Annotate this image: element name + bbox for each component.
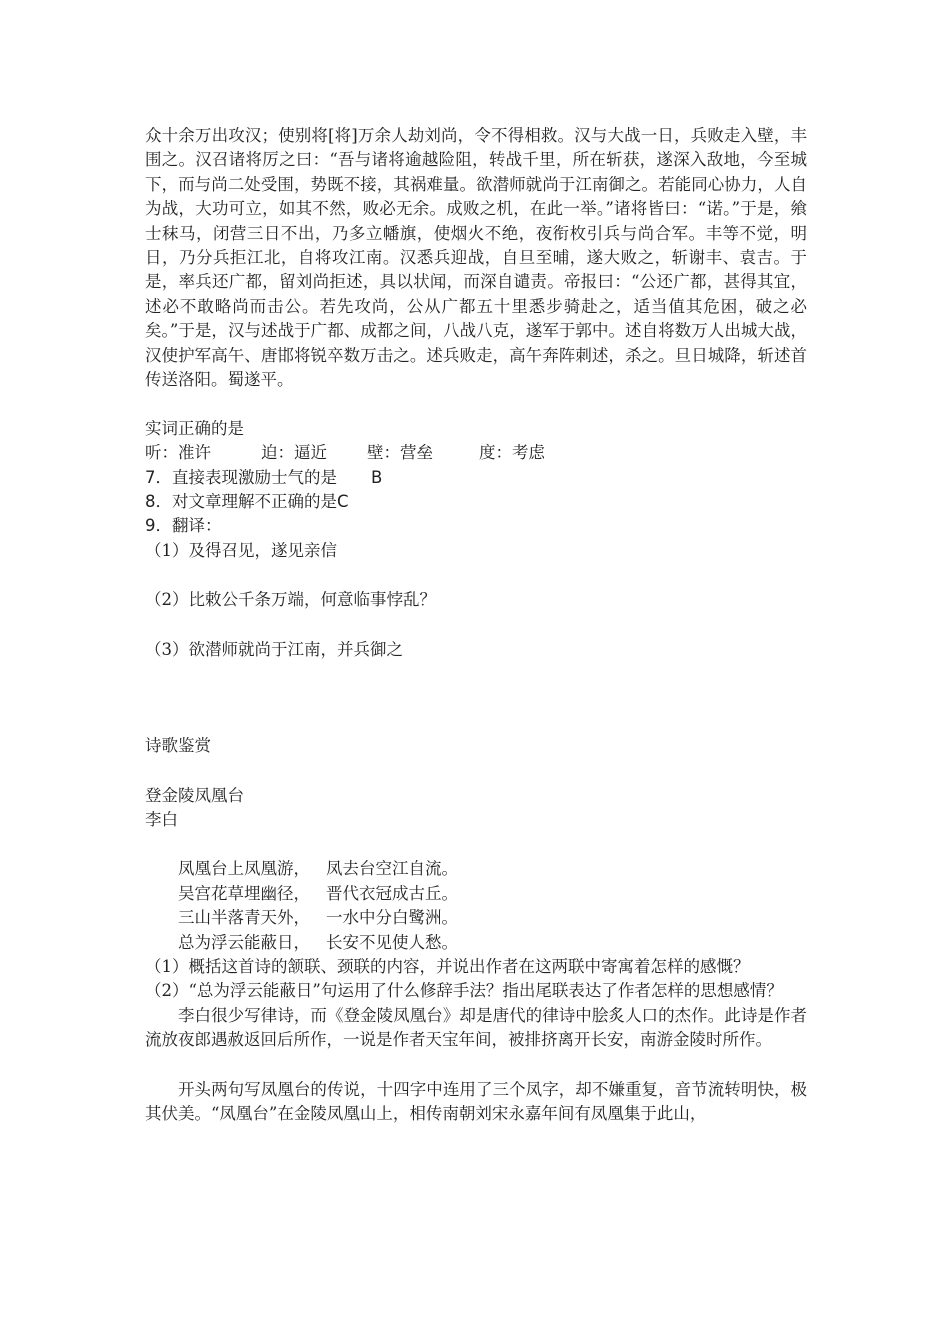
- poem-line: [145, 931, 807, 955]
- question-8-answer: C: [337, 492, 349, 512]
- classical-passage: 众十余万出攻汉；使别将[将]万余人劫刘尚，令不得相救。汉与大战一日，兵败走入壁，丰围之。汉召诸将厉之曰：“吾与诸将逾越险阻，转战千里，所在斩获，遂深入敌地，今至城下，而与尚二处受围，势既不接，其祸难量。欲潜师就尚于江南御之。若能同心协力，人自为战，大功可立，如其不然，败必无余。成败之机，在此一举。”诸将皆曰：“诺。”于是，飨士秣马，闭营三日不出，乃多立幡旗，使烟火不绝，夜衔枚引兵与尚合军。丰等不觉，明日，乃分兵拒江北，自将攻江南。汉悉兵迎战，自旦至晡，遂大败之，斩谢丰、袁吉。于是，率兵还广都，留刘尚拒述，具以状闻，而深自谴责。帝报曰：“公还广都，甚得其宜，述必不敢略尚而击公。若先攻尚，公从广都五十里悉步骑赴之，适当值其危困，破之必矣。”于是，汉与述战于广都、成都之间，八战八克，遂军于郭中。述自将数万人出城大战，汉使护军高午、唐邯将锐卒数万击之。述兵败走，高午奔阵刺述，杀之。旦日城降，斩述首传送洛阳。蜀遂平。: [145, 126, 807, 390]
- question-9-number: 9．: [145, 516, 172, 536]
- poem-line-second-half: 一水中分白鹭洲。: [326, 908, 458, 928]
- question-9: [145, 514, 807, 538]
- poem-line-second-half: 晋代衣冠成古丘。: [326, 883, 458, 903]
- definition-bi: 壁：营垒: [367, 443, 433, 463]
- poem-line: [145, 857, 807, 881]
- question-7-answer: B: [371, 467, 383, 487]
- analysis-paragraph-2: 开头两句写凤凰台的传说，十四字中连用了三个凤字，却不嫌重复，音节流转明快，极其伏美。“凤凰台”在金陵凤凰山上，相传南朝刘宋永嘉年间有凤凰集于此山，: [145, 1079, 807, 1123]
- analysis-paragraph-1: 李白很少写律诗，而《登金陵凤凰台》却是唐代的律诗中脍炙人口的杰作。此诗是作者流放夜郎遇赦返回后所作，一说是作者天宝年间，被排挤离开长安，南游金陵时所作。: [145, 1005, 807, 1050]
- poetry-question-2: （2）“总为浮云能蔽日”句运用了什么修辞手法？指出尾联表达了作者怎样的思想感情？: [145, 981, 783, 1001]
- poem-line-second-half: 凤去台空江自流。: [326, 859, 458, 879]
- poem-line-first-half: 总为浮云能蔽日，: [178, 932, 310, 952]
- poetry-question-1: （1）概括这首诗的颔联、颈联的内容，并说出作者在这两联中寄寓着怎样的感慨？: [145, 956, 750, 976]
- translation-item-3: （3）欲潜师就尚于江南，并兵御之: [145, 639, 403, 659]
- translation-item-1: （1）及得召见，遂见亲信: [145, 540, 337, 560]
- question-7-text: 直接表现激励士气的是: [172, 467, 337, 487]
- question-9-text: 翻译：: [172, 516, 222, 536]
- translation-item-2: （2）比敕公千条万端，何意临事悖乱？: [145, 590, 436, 610]
- poetry-section-title: 诗歌鉴赏: [145, 736, 211, 756]
- shici-question-title: 实词正确的是: [145, 418, 244, 438]
- shici-definitions: [145, 441, 807, 465]
- definition-ting: 听：准许: [145, 443, 211, 463]
- question-8-text: 对文章理解不正确的是: [172, 492, 337, 512]
- question-7-number: 7．: [145, 467, 172, 487]
- definition-po: 迫：逼近: [261, 443, 327, 463]
- poem-line: [145, 882, 807, 906]
- poem-line-first-half: 吴宫花草埋幽径，: [178, 883, 310, 903]
- document-page: [145, 124, 807, 1126]
- poem-title: 登金陵凤凰台: [145, 785, 244, 805]
- poem-line-first-half: 凤凰台上凤凰游，: [178, 859, 310, 879]
- definition-du: 度：考虑: [479, 443, 545, 463]
- poem-line-first-half: 三山半落青天外，: [178, 908, 310, 928]
- question-8: [145, 490, 807, 514]
- question-8-number: 8．: [145, 492, 172, 512]
- poem-author: 李白: [145, 809, 178, 829]
- poem-line: [145, 906, 807, 930]
- poem-line-second-half: 长安不见使人愁。: [326, 932, 458, 952]
- question-7: [145, 466, 807, 490]
